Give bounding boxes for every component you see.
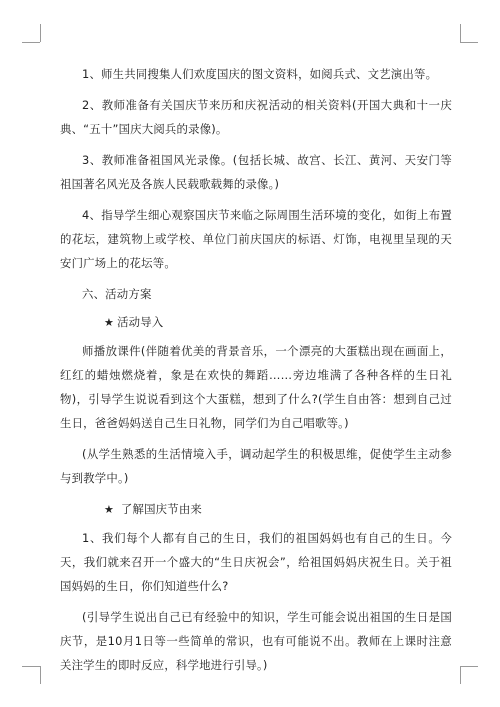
paragraph-origin-note: (引导学生说出自己已有经验中的知识，学生可能会说出祖国的生日是国庆节，是10月1日等一些简单的常识，也有可能说不出。教师在上课时注意关注学生的即时反应，科学地进行引导。): [60, 610, 452, 672]
crop-mark-bottom-left-horizontal: [22, 666, 40, 667]
crop-mark-bottom-left-vertical: [40, 666, 41, 684]
paragraph-prep-1: 1、师生共同搜集人们欢度国庆的图文资料，如阅兵式、文艺演出等。: [82, 67, 438, 81]
paragraph-prep-3: 3、教师准备祖国风光录像。(包括长城、故宫、长江、黄河、天安门等祖国著名风光及各族人民载歌载舞的录像。): [60, 153, 452, 191]
subheading-activity-intro-text: 活动导入: [117, 315, 164, 329]
crop-mark-top-left-horizontal: [22, 42, 40, 43]
subheading-activity-intro: [60, 310, 452, 335]
crop-mark-bottom-right-vertical: [460, 666, 461, 684]
paragraph-prep-2: 2、教师准备有关国庆节来历和庆祝活动的相关资料(开国大典和十一庆典、“五十”国庆大阅兵的录像)。: [60, 98, 452, 136]
crop-mark-top-left-vertical: [40, 24, 41, 42]
crop-mark-top-right-horizontal: [460, 42, 478, 43]
subheading-holiday-origin-text: 了解国庆节由来: [117, 502, 203, 516]
paragraph-prep-4: 4、指导学生细心观察国庆节来临之际周围生活环境的变化，如街上布置的花坛，建筑物上或学校、单位门前庆国庆的标语、灯饰，电视里呈现的天安门广场上的花坛等。: [60, 208, 452, 270]
subheading-holiday-origin: [60, 497, 452, 522]
section-heading-activity-plan: 六、活动方案: [82, 287, 152, 301]
document-body: [60, 62, 452, 684]
paragraph-origin-1: 1、我们每个人都有自己的生日，我们的祖国妈妈也有自己的生日。今天，我们就来召开一个盛大的“生日庆祝会”，给祖国妈妈庆祝生日。关于祖国妈妈的生日，你们知道些什么?: [60, 531, 452, 593]
paragraph-intro-note: (从学生熟悉的生活情境入手，调动起学生的积极思维，促使学生主动参与到教学中。): [60, 447, 452, 485]
crop-mark-bottom-right-horizontal: [460, 666, 478, 667]
star-icon: ★: [104, 503, 115, 516]
crop-mark-top-right-vertical: [460, 24, 461, 42]
star-icon: ★: [104, 316, 115, 329]
paragraph-intro-description: 师播放课件(伴随着优美的背景音乐，一个漂亮的大蛋糕出现在画面上，红红的蜡烛燃烧着，象是在欢快的舞蹈……旁边堆满了各种各样的生日礼物)，引导学生说说看到这个大蛋糕，想到了什么?(学生自由答：想到自己过生日，爸爸妈妈送自己生日礼物，同学们为自己唱歌等。): [60, 344, 452, 430]
